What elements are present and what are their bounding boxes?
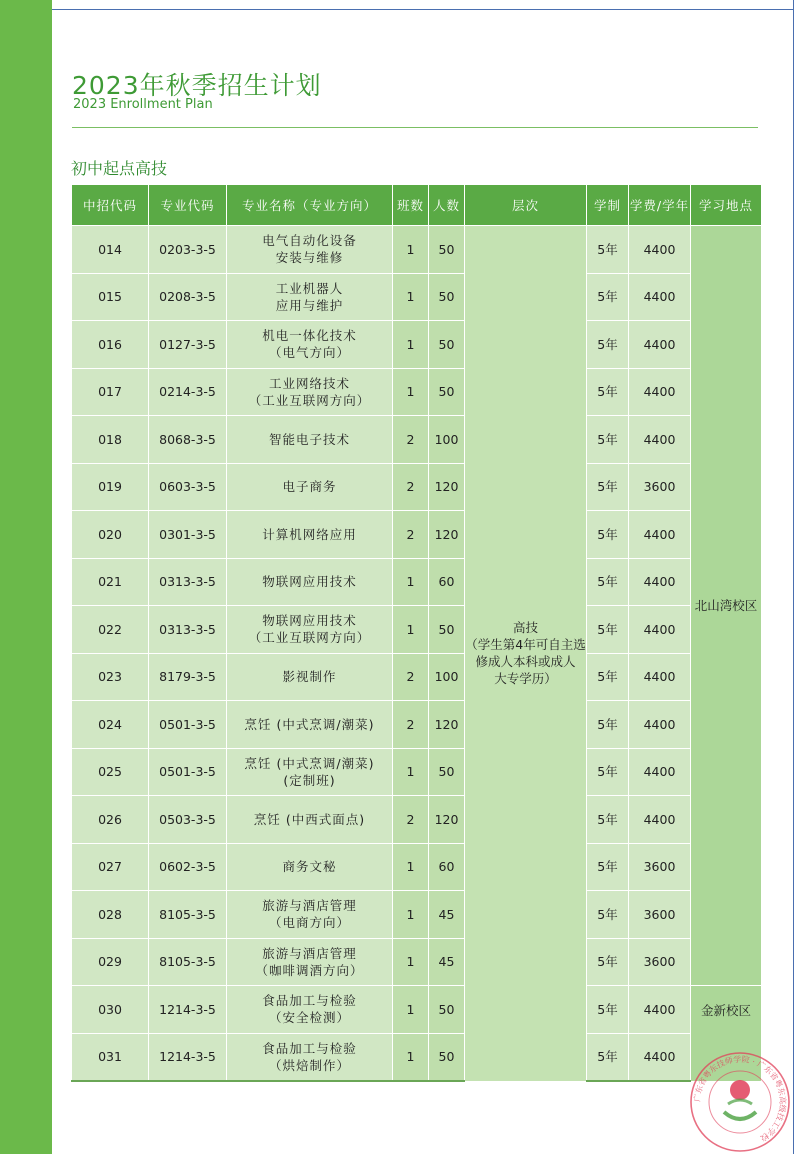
enrollment-code-cell: 024 <box>72 701 149 749</box>
duration-cell: 5年 <box>587 273 629 321</box>
enrollment-code-cell: 017 <box>72 368 149 416</box>
student-count-cell: 120 <box>429 701 465 749</box>
right-border-line <box>793 0 794 1154</box>
major-name-line-1: 电子商务 <box>282 479 337 495</box>
major-name-cell <box>227 843 393 891</box>
duration-cell: 5年 <box>587 701 629 749</box>
major-code-cell: 8179-3-5 <box>149 653 227 701</box>
major-name-line-2: （咖啡调酒方向） <box>255 962 364 978</box>
student-count-cell: 50 <box>429 368 465 416</box>
major-name-line-1: 计算机网络应用 <box>262 526 357 542</box>
duration-cell: 5年 <box>587 843 629 891</box>
major-code-cell: 0127-3-5 <box>149 321 227 369</box>
fee-cell: 4400 <box>629 986 691 1034</box>
header-cell: 中招代码 <box>72 185 149 226</box>
class-count-cell: 2 <box>393 511 429 559</box>
major-name-line-1: 电气自动化设备 <box>262 233 357 249</box>
major-name-line-2: （电商方向） <box>268 915 350 931</box>
class-count-cell: 2 <box>393 463 429 511</box>
major-name-cell <box>227 606 393 654</box>
major-name-line-2: （烘焙制作） <box>268 1057 350 1073</box>
major-name-cell <box>227 321 393 369</box>
duration-cell: 5年 <box>587 558 629 606</box>
table-row <box>72 416 762 464</box>
major-code-cell: 0501-3-5 <box>149 701 227 749</box>
class-count-cell: 2 <box>393 701 429 749</box>
student-count-cell: 50 <box>429 606 465 654</box>
side-decoration-bar <box>0 0 52 1154</box>
enrollment-code-cell: 023 <box>72 653 149 701</box>
student-count-cell: 50 <box>429 1033 465 1081</box>
fee-cell: 4400 <box>629 511 691 559</box>
major-name-cell <box>227 653 393 701</box>
enrollment-code-cell: 028 <box>72 891 149 939</box>
major-name-line-2: 安装与维修 <box>275 250 344 266</box>
class-count-cell: 1 <box>393 226 429 274</box>
major-code-cell: 8105-3-5 <box>149 938 227 986</box>
table-row <box>72 653 762 701</box>
school-seal-icon <box>688 1050 792 1154</box>
table-row <box>72 891 762 939</box>
table-row <box>72 321 762 369</box>
fee-cell: 4400 <box>629 273 691 321</box>
major-name-line-1: 食品加工与检验 <box>262 993 357 1009</box>
enrollment-code-cell: 018 <box>72 416 149 464</box>
top-border-line <box>52 9 794 10</box>
major-name-line-2: (定制班) <box>283 772 336 788</box>
major-code-cell: 8105-3-5 <box>149 891 227 939</box>
major-code-cell: 8068-3-5 <box>149 416 227 464</box>
table-row <box>72 558 762 606</box>
major-name-line-1: 食品加工与检验 <box>262 1040 357 1056</box>
title-divider <box>72 127 758 128</box>
class-count-cell: 1 <box>393 321 429 369</box>
fee-cell: 4400 <box>629 321 691 369</box>
table-header-row <box>72 185 762 226</box>
location-cell-jinxin: 金新校区 <box>691 986 762 1082</box>
class-count-cell: 1 <box>393 938 429 986</box>
fee-cell: 3600 <box>629 463 691 511</box>
location-cell-beishanwan: 北山湾校区 <box>691 226 762 986</box>
major-code-cell: 0503-3-5 <box>149 796 227 844</box>
major-name-line-1: 智能电子技术 <box>268 431 350 447</box>
duration-cell: 5年 <box>587 463 629 511</box>
class-count-cell: 2 <box>393 796 429 844</box>
major-name-line-1: 影视制作 <box>282 669 337 685</box>
student-count-cell: 50 <box>429 273 465 321</box>
student-count-cell: 120 <box>429 463 465 511</box>
major-code-cell: 1214-3-5 <box>149 986 227 1034</box>
fee-cell: 4400 <box>629 701 691 749</box>
section-title: 初中起点高技 <box>71 159 168 178</box>
major-name-cell <box>227 938 393 986</box>
major-code-cell: 0208-3-5 <box>149 273 227 321</box>
major-name-cell <box>227 226 393 274</box>
header-cell: 专业代码 <box>149 185 227 226</box>
student-count-cell: 50 <box>429 321 465 369</box>
major-name-line-2: （工业互联网方向） <box>248 630 371 646</box>
table-row <box>72 226 762 274</box>
duration-cell: 5年 <box>587 606 629 654</box>
major-name-line-1: 商务文秘 <box>282 859 337 875</box>
fee-cell: 4400 <box>629 416 691 464</box>
duration-cell: 5年 <box>587 938 629 986</box>
table-row <box>72 701 762 749</box>
major-name-cell <box>227 891 393 939</box>
major-name-cell <box>227 511 393 559</box>
major-name-line-2: 应用与维护 <box>275 297 344 313</box>
header-cell: 学习地点 <box>691 185 762 226</box>
enrollment-code-cell: 022 <box>72 606 149 654</box>
major-name-line-2: （电气方向） <box>268 345 350 361</box>
major-name-cell <box>227 368 393 416</box>
major-code-cell: 0301-3-5 <box>149 511 227 559</box>
class-count-cell: 1 <box>393 273 429 321</box>
duration-cell: 5年 <box>587 416 629 464</box>
table-row <box>72 843 762 891</box>
level-cell <box>465 226 587 1082</box>
student-count-cell: 120 <box>429 511 465 559</box>
header-cell: 学制 <box>587 185 629 226</box>
enrollment-code-cell: 014 <box>72 226 149 274</box>
table-row <box>72 986 762 1034</box>
class-count-cell: 1 <box>393 891 429 939</box>
fee-cell: 4400 <box>629 1033 691 1081</box>
fee-cell: 3600 <box>629 843 691 891</box>
fee-cell: 4400 <box>629 558 691 606</box>
table-row <box>72 1033 762 1081</box>
table-row <box>72 463 762 511</box>
major-code-cell: 0313-3-5 <box>149 558 227 606</box>
major-code-cell: 0203-3-5 <box>149 226 227 274</box>
table-row <box>72 796 762 844</box>
major-name-cell <box>227 748 393 796</box>
fee-cell: 3600 <box>629 938 691 986</box>
duration-cell: 5年 <box>587 653 629 701</box>
major-name-line-2: （安全检测） <box>268 1010 350 1026</box>
major-code-cell: 1214-3-5 <box>149 1033 227 1081</box>
duration-cell: 5年 <box>587 511 629 559</box>
student-count-cell: 100 <box>429 653 465 701</box>
fee-cell: 4400 <box>629 653 691 701</box>
class-count-cell: 2 <box>393 416 429 464</box>
table-row <box>72 511 762 559</box>
duration-cell: 5年 <box>587 321 629 369</box>
student-count-cell: 60 <box>429 558 465 606</box>
header-cell: 人数 <box>429 185 465 226</box>
class-count-cell: 1 <box>393 843 429 891</box>
table-row <box>72 368 762 416</box>
header-cell: 层次 <box>465 185 587 226</box>
class-count-cell: 1 <box>393 606 429 654</box>
student-count-cell: 100 <box>429 416 465 464</box>
enrollment-code-cell: 015 <box>72 273 149 321</box>
student-count-cell: 45 <box>429 891 465 939</box>
major-name-line-1: 烹饪 (中西式面点) <box>253 811 366 827</box>
enrollment-code-cell: 020 <box>72 511 149 559</box>
major-code-cell: 0603-3-5 <box>149 463 227 511</box>
major-code-cell: 0214-3-5 <box>149 368 227 416</box>
student-count-cell: 50 <box>429 226 465 274</box>
major-name-line-1: 旅游与酒店管理 <box>262 898 357 914</box>
major-name-line-1: 烹饪 (中式烹调/潮菜) <box>244 716 375 732</box>
enrollment-code-cell: 027 <box>72 843 149 891</box>
level-text-line: 修成人本科或成人 <box>475 654 576 670</box>
major-name-cell <box>227 1033 393 1081</box>
major-code-cell: 0602-3-5 <box>149 843 227 891</box>
enrollment-code-cell: 021 <box>72 558 149 606</box>
major-name-cell <box>227 416 393 464</box>
student-count-cell: 60 <box>429 843 465 891</box>
class-count-cell: 2 <box>393 653 429 701</box>
duration-cell: 5年 <box>587 748 629 796</box>
enrollment-code-cell: 030 <box>72 986 149 1034</box>
header-cell: 班数 <box>393 185 429 226</box>
major-name-line-1: 物联网应用技术 <box>262 574 357 590</box>
fee-cell: 4400 <box>629 796 691 844</box>
student-count-cell: 45 <box>429 938 465 986</box>
major-name-line-1: 工业网络技术 <box>268 375 350 391</box>
duration-cell: 5年 <box>587 986 629 1034</box>
enrollment-code-cell: 029 <box>72 938 149 986</box>
class-count-cell: 1 <box>393 986 429 1034</box>
major-code-cell: 0313-3-5 <box>149 606 227 654</box>
major-name-cell <box>227 558 393 606</box>
enrollment-code-cell: 025 <box>72 748 149 796</box>
level-text-line: 大专学历） <box>494 671 557 687</box>
enrollment-code-cell: 026 <box>72 796 149 844</box>
student-count-cell: 50 <box>429 986 465 1034</box>
fee-cell: 4400 <box>629 226 691 274</box>
fee-cell: 4400 <box>629 606 691 654</box>
major-name-line-1: 旅游与酒店管理 <box>262 945 357 961</box>
header-cell: 学费/学年 <box>629 185 691 226</box>
duration-cell: 5年 <box>587 1033 629 1081</box>
major-code-cell: 0501-3-5 <box>149 748 227 796</box>
fee-cell: 3600 <box>629 891 691 939</box>
duration-cell: 5年 <box>587 368 629 416</box>
enrollment-table <box>71 184 762 1082</box>
major-name-cell <box>227 701 393 749</box>
major-name-line-1: 工业机器人 <box>275 280 344 296</box>
page-title: 2023年秋季招生计划 <box>72 71 322 100</box>
duration-cell: 5年 <box>587 796 629 844</box>
fee-cell: 4400 <box>629 368 691 416</box>
major-name-cell <box>227 463 393 511</box>
class-count-cell: 1 <box>393 748 429 796</box>
table-row <box>72 938 762 986</box>
student-count-cell: 120 <box>429 796 465 844</box>
enrollment-code-cell: 019 <box>72 463 149 511</box>
level-text-line: （学生第4年可自主选 <box>465 637 586 653</box>
fee-cell: 4400 <box>629 748 691 796</box>
major-name-line-1: 烹饪 (中式烹调/潮菜) <box>244 755 375 771</box>
class-count-cell: 1 <box>393 368 429 416</box>
seal-text: 广东省粤东技师学院 · 广东省粤东高级技工学校 <box>692 1054 788 1143</box>
level-text-line: 高技 <box>512 620 538 636</box>
major-name-cell <box>227 796 393 844</box>
header-cell: 专业名称（专业方向） <box>227 185 393 226</box>
table-row <box>72 273 762 321</box>
page-subtitle: 2023 Enrollment Plan <box>73 97 213 112</box>
table-row <box>72 748 762 796</box>
table-row <box>72 606 762 654</box>
major-name-line-2: （工业互联网方向） <box>248 392 371 408</box>
enrollment-code-cell: 031 <box>72 1033 149 1081</box>
major-name-cell <box>227 273 393 321</box>
enrollment-code-cell: 016 <box>72 321 149 369</box>
class-count-cell: 1 <box>393 1033 429 1081</box>
duration-cell: 5年 <box>587 891 629 939</box>
student-count-cell: 50 <box>429 748 465 796</box>
major-name-line-1: 机电一体化技术 <box>262 328 357 344</box>
duration-cell: 5年 <box>587 226 629 274</box>
major-name-line-1: 物联网应用技术 <box>262 613 357 629</box>
class-count-cell: 1 <box>393 558 429 606</box>
major-name-cell <box>227 986 393 1034</box>
